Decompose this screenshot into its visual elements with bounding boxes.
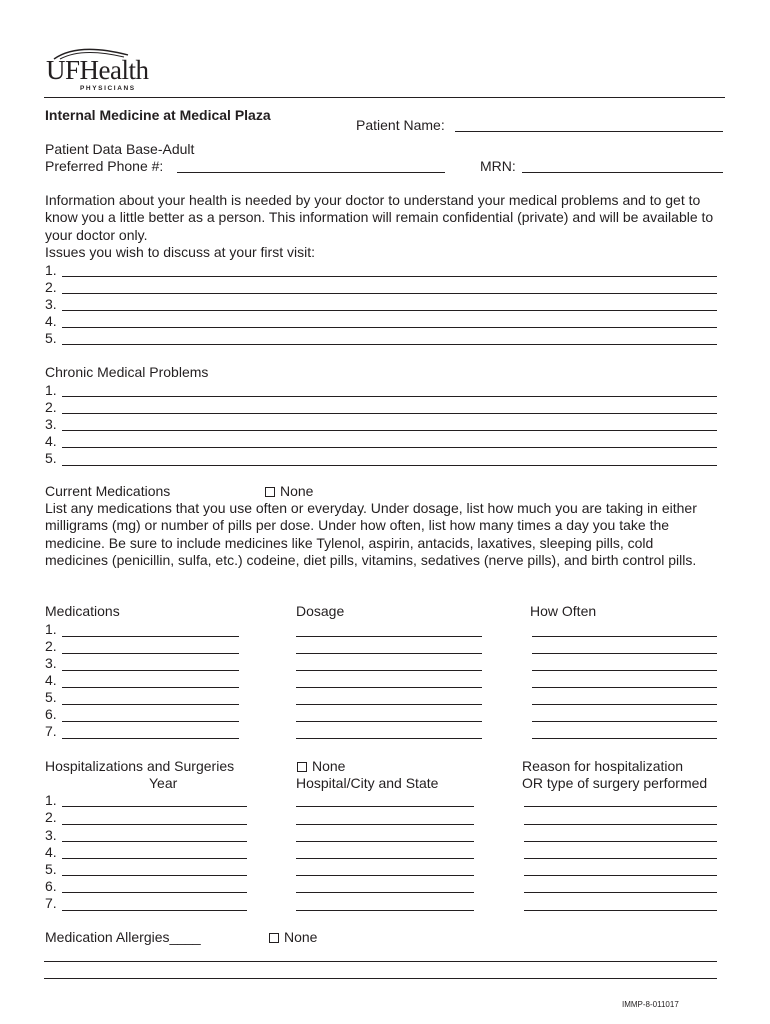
issues-label: Issues you wish to discuss at your first visit:	[45, 244, 315, 260]
current-meds-label: Current Medications	[45, 483, 171, 499]
hosp-year-field[interactable]	[62, 806, 247, 807]
checkbox-icon[interactable]	[297, 762, 307, 772]
list-number: 5.	[45, 689, 57, 705]
chronic-field-2[interactable]	[62, 413, 717, 414]
med-frequency-field[interactable]	[532, 653, 717, 654]
checkbox-icon[interactable]	[265, 487, 275, 497]
patient-name-label: Patient Name:	[356, 117, 445, 133]
med-dosage-field[interactable]	[296, 704, 482, 705]
chronic-label: Chronic Medical Problems	[45, 364, 209, 380]
med-name-field[interactable]	[62, 687, 239, 688]
med-dosage-field[interactable]	[296, 653, 482, 654]
list-number: 3.	[45, 655, 57, 671]
list-number: 2.	[45, 638, 57, 654]
hosp-reason-field[interactable]	[524, 858, 717, 859]
list-number: 2.	[45, 279, 57, 295]
none-label: None	[284, 929, 318, 945]
list-number: 3.	[45, 296, 57, 312]
dosage-header: Dosage	[296, 603, 345, 619]
med-frequency-field[interactable]	[532, 721, 717, 722]
hosp-location-header: Hospital/City and State	[296, 775, 439, 791]
med-name-field[interactable]	[62, 670, 239, 671]
none-label: None	[312, 758, 346, 774]
list-number: 4.	[45, 672, 57, 688]
medications-header: Medications	[45, 603, 120, 619]
med-dosage-field[interactable]	[296, 721, 482, 722]
med-name-field[interactable]	[62, 704, 239, 705]
list-number: 5.	[45, 330, 57, 346]
med-dosage-field[interactable]	[296, 670, 482, 671]
hosp-year-field[interactable]	[62, 824, 247, 825]
list-number: 3.	[45, 416, 57, 432]
chronic-field-1[interactable]	[62, 396, 717, 397]
chronic-field-3[interactable]	[62, 430, 717, 431]
list-number: 1.	[45, 262, 57, 278]
logo-subtitle: PHYSICIANS	[80, 85, 136, 92]
mrn-label: MRN:	[480, 158, 516, 174]
list-number: 6.	[45, 706, 57, 722]
med-dosage-field[interactable]	[296, 687, 482, 688]
list-number: 5.	[45, 450, 57, 466]
med-name-field[interactable]	[62, 636, 239, 637]
phone-label: Preferred Phone #:	[45, 158, 164, 174]
hosp-location-field[interactable]	[296, 824, 474, 825]
hosp-reason-field[interactable]	[524, 806, 717, 807]
hosp-location-field[interactable]	[296, 806, 474, 807]
issue-field-5[interactable]	[62, 344, 717, 345]
how-often-header: How Often	[530, 603, 597, 619]
list-number: 4.	[45, 313, 57, 329]
list-number: 5.	[45, 861, 57, 877]
hosp-year-field[interactable]	[62, 841, 247, 842]
hosp-year-field[interactable]	[62, 910, 247, 911]
chronic-field-5[interactable]	[62, 465, 717, 466]
chronic-field-4[interactable]	[62, 447, 717, 448]
hosp-none[interactable]	[297, 758, 345, 775]
med-dosage-field[interactable]	[296, 636, 482, 637]
med-name-field[interactable]	[62, 721, 239, 722]
med-name-field[interactable]	[62, 738, 239, 739]
hosp-reason-field[interactable]	[524, 824, 717, 825]
hosp-reason-field[interactable]	[524, 841, 717, 842]
list-number: 3.	[45, 827, 57, 843]
list-number: 1.	[45, 382, 57, 398]
hosp-year-field[interactable]	[62, 875, 247, 876]
hosp-year-field[interactable]	[62, 892, 247, 893]
patient-name-field[interactable]	[455, 131, 723, 132]
list-number: 7.	[45, 723, 57, 739]
hosp-reason-field[interactable]	[524, 892, 717, 893]
checkbox-icon[interactable]	[269, 933, 279, 943]
current-meds-instructions: List any medications that you use often or everyday. Under dosage, list how much you are taking in either milligrams (mg) or number of pills per dose. Under how often, list how many times a day you take the medicine. Be sure to include medicines like Tylenol, aspirin, antacids, laxatives, sleeping pills, cold medicines (penicillin, sulfa, etc.) codeine, diet pills, vitamins, sedatives (nerve pills), and birth control pills.	[45, 500, 697, 569]
header-rule	[44, 97, 725, 98]
med-frequency-field[interactable]	[532, 670, 717, 671]
issue-field-3[interactable]	[62, 310, 717, 311]
issue-field-4[interactable]	[62, 327, 717, 328]
logo-wordmark: UFHealth	[46, 55, 149, 85]
hosp-location-field[interactable]	[296, 875, 474, 876]
med-frequency-field[interactable]	[532, 636, 717, 637]
hosp-reason-header-2: OR type of surgery performed	[522, 775, 708, 791]
phone-field[interactable]	[177, 172, 445, 173]
issue-field-1[interactable]	[62, 276, 717, 277]
hosp-label: Hospitalizations and Surgeries	[45, 758, 235, 774]
list-number: 1.	[45, 792, 57, 808]
allergies-field-2[interactable]	[44, 978, 717, 979]
intro-text: Information about your health is needed by your doctor to understand your medical problems and to get to know you a little better as a person. This information will remain confidential (private) and will be available to your doctor only.	[45, 192, 714, 243]
hosp-year-field[interactable]	[62, 858, 247, 859]
med-frequency-field[interactable]	[532, 687, 717, 688]
allergies-none[interactable]	[269, 929, 317, 946]
med-frequency-field[interactable]	[532, 704, 717, 705]
hosp-location-field[interactable]	[296, 858, 474, 859]
current-meds-none[interactable]	[265, 483, 313, 500]
hosp-location-field[interactable]	[296, 892, 474, 893]
list-number: 1.	[45, 621, 57, 637]
form-title: Patient Data Base-Adult	[45, 141, 195, 157]
hosp-reason-field[interactable]	[524, 910, 717, 911]
clinic-name: Internal Medicine at Medical Plaza	[45, 107, 271, 123]
list-number: 4.	[45, 433, 57, 449]
list-number: 2.	[45, 399, 57, 415]
med-dosage-field[interactable]	[296, 738, 482, 739]
med-frequency-field[interactable]	[532, 738, 717, 739]
mrn-field[interactable]	[522, 172, 723, 173]
list-number: 6.	[45, 878, 57, 894]
hosp-year-header: Year	[149, 775, 178, 791]
list-number: 2.	[45, 809, 57, 825]
issue-field-2[interactable]	[62, 293, 717, 294]
allergies-field-1[interactable]	[44, 961, 717, 962]
hosp-location-field[interactable]	[296, 910, 474, 911]
hosp-reason-field[interactable]	[524, 875, 717, 876]
hosp-reason-header-1: Reason for hospitalization	[522, 758, 684, 774]
allergies-label: Medication Allergies____	[45, 929, 201, 945]
med-name-field[interactable]	[62, 653, 239, 654]
list-number: 7.	[45, 895, 57, 911]
hosp-location-field[interactable]	[296, 841, 474, 842]
form-code: IMMP-8-011017	[622, 1000, 679, 1009]
none-label: None	[280, 483, 314, 499]
list-number: 4.	[45, 844, 57, 860]
